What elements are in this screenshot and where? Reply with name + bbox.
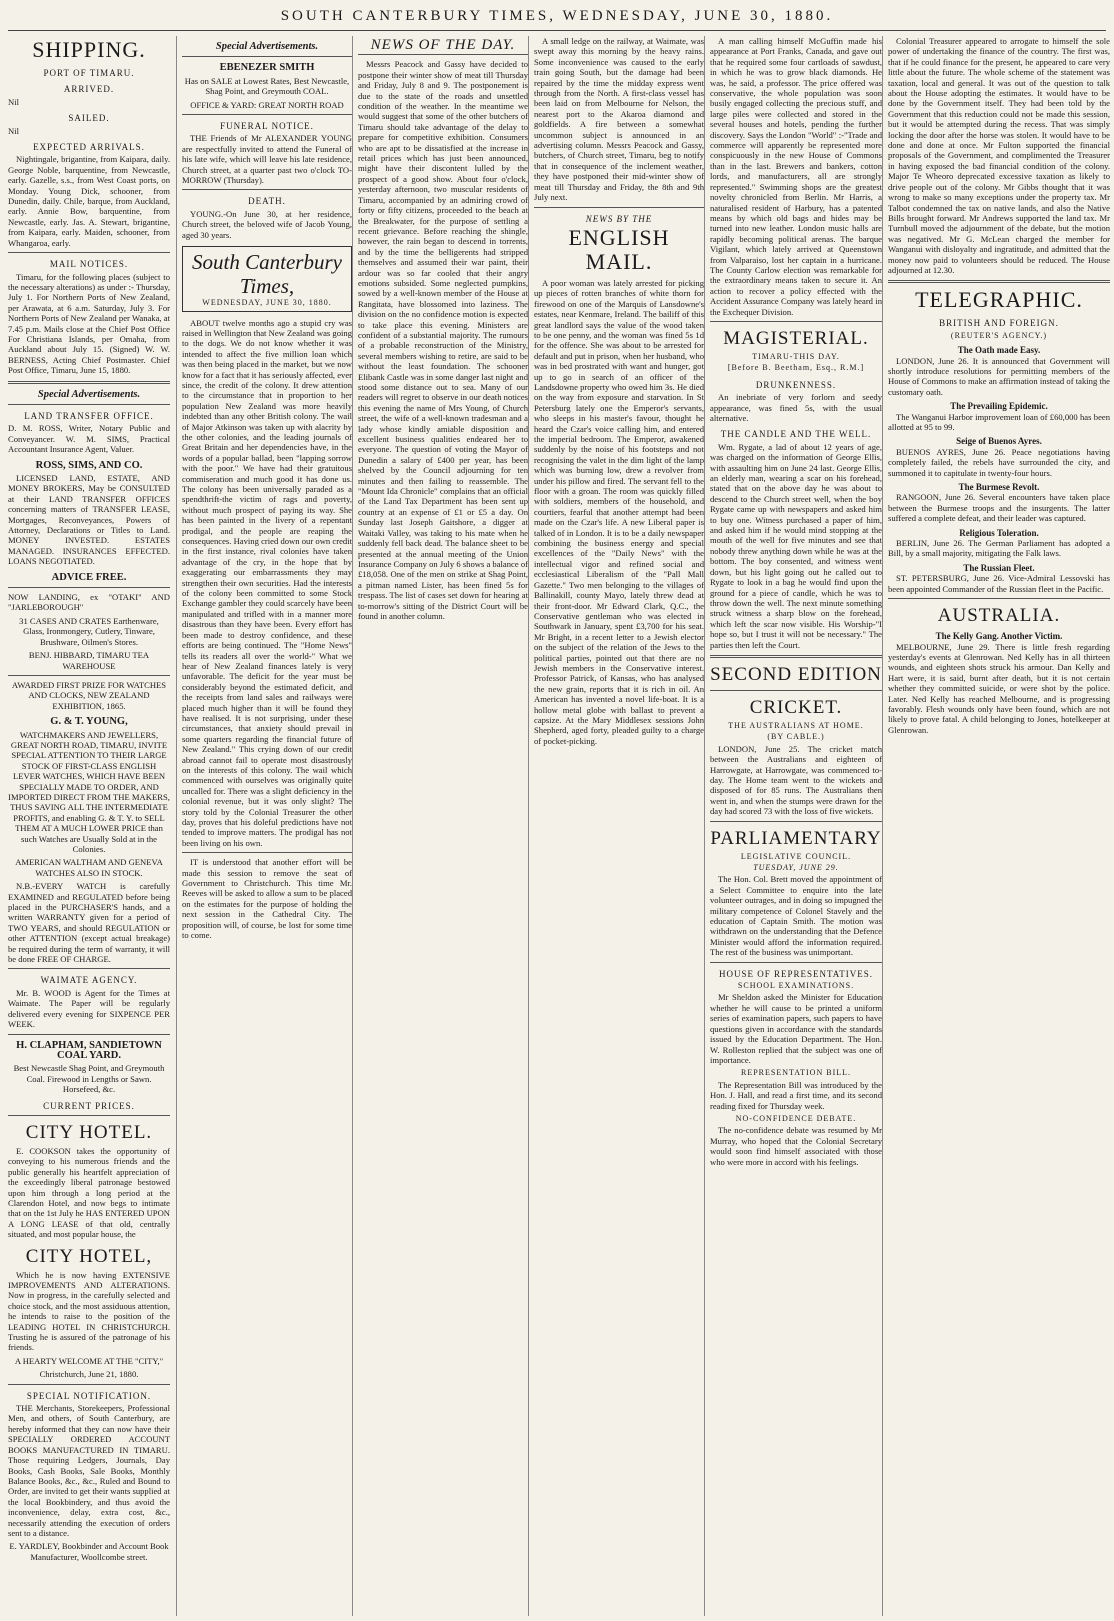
special-notification-body: THE Merchants, Storekeepers, Professional Men, and others, of South Canterbury, are hereby informed that they can now have their SPECIALLY ORDERED ACCOUNT BOOKS MANUFACTURED IN TIMARU. Those requiring Ledgers, Journals, Day Books, Cash Books, Sale Books, Monthly Balance Books, &c., &c., Ruled and Bound to Order, are invited to get their wants supplied at the local Bookbindery, and thus avoid the inconvenience, delay, extra cost, &c., necessarily attending the execution of orders sent to a distance. (8, 1403, 170, 1538)
funeral-notice-body: THE Friends of Mr ALEXANDER YOUNG are respectfully invited to attend the Funeral of his late wife, which will leave his late residence, Church street, at a quarter past two o'clock TO-MORROW (Thursday). (182, 133, 352, 186)
divider (182, 189, 352, 190)
cable-body: BUENOS AYRES, June 26. Peace negotiations having completely failed, the rebels have surrounded the city, and summoned it to capitulate in twenty-four hours. (888, 446, 1110, 478)
hearty-welcome: A HEARTY WELCOME AT THE "CITY," (14, 1355, 164, 1366)
local-paragraphs: A small ledge on the railway, at Waimate, was swept away this morning by the heavy rains. Some inconvenience was caused to the early train going South, but the damage had been repaired by the time the midday express went through from the North. A first-class vessel has been laid on from Melbourne for Nelson, the nearest port to the Akaroa diamond and goldfields. A fire between a somewhat uncommon subject is announced in an advertising column. Messrs Peacock and Gassy, butchers, of Church street, Timaru, beg to notify that in consequence of the inclement weather, they have postponed their mid-winter show of meat till Thursday and Friday, the 8th and 9th July next. (534, 36, 704, 203)
cable-body: The Wanganui Harbor improvement loan of £60,000 has been allotted at 95 to 99. (888, 411, 1110, 432)
column-5-paragraphs: A man calling himself McGuffin made his appearance at Port Franks, Canada, and gave out that he required some four cartloads of sawdust, in which he was to grow black diamonds. He was, he said, a professor. The price offered was conservative, the whole population was soon busily engaged collecting the precious stuff, and large piles were collected and stored in the several houses and hotels, pending the further discovery. Says the London "World" :-"Trade and commerce will apparently be represented more conspicuously in the new House of Commons than in the last. Brewers and bankers, cotton lords, and manufacturers, all are strongly represented." Swimming shops are the greatest novelty chronicled from Berlin. Mr Harris, a naturalised resident of Harbury, has a patented means by which old bags and hides may be turned into new leather. London music halls are rapidly becoming political arenas. The barque Vigilant, which lately arrived at Queenstown from Valparaiso, lost her captain in a hurricane. The County Carlow election was remarkable for the extraordinary means taken to secure it. An action to recover a policy effected with the Accident Assurance Company was lately heard in the Exchequer Division. (710, 36, 882, 317)
masthead-title: South Canterbury Times, (192, 250, 342, 299)
special-ads-heading-2: Special Advertisements. (215, 41, 319, 52)
masthead-date: WEDNESDAY, JUNE 30, 1880. (202, 298, 332, 308)
city-hotel-body: E. COOKSON takes the opportunity of conveying to his numerous friends and the public generally his heartfelt appreciation of the exceedingly liberal patronage bestowed upon him through a long period at the Clarendon Hotel, and now begs to intimate that on the 1st July he HAS ENTERED UPON A LONG LEASE of that old, centrally situated, and most popular house, the (8, 1145, 170, 1240)
divider (8, 587, 170, 588)
news-of-the-day-heading: NEWS OF THE DAY. (370, 37, 516, 53)
divider (534, 207, 704, 208)
drunkenness-heading: DRUNKENNESS. (755, 379, 837, 390)
divider (8, 968, 170, 969)
city-hotel-title: CITY HOTEL. (25, 1121, 153, 1143)
magisterial-before: [Before B. Beetham, Esq., R.M.] (727, 363, 865, 373)
page-running-head: SOUTH CANTERBURY TIMES, WEDNESDAY, JUNE 30, 1880. (280, 8, 834, 24)
cable-heading: The Oath made Easy. (957, 345, 1041, 356)
parliamentary-heading: PARLIAMENTARY (710, 827, 882, 849)
divider (710, 821, 882, 822)
welcome-date: Christchurch, June 21, 1880. (39, 1369, 139, 1380)
cricket-heading: CRICKET. (749, 696, 843, 718)
cricket-body: LONDON, June 25. The cricket match between the Australians and eighteen of Harrowgate, at Harrowgate, was commenced to-day. The Home team went to the wickets and disposed of for 85 runs. The Australians then went in, and when the stumps were drawn for the day had scored 73 with the loss of five wickets. (710, 743, 882, 817)
column-4 (528, 36, 709, 1616)
divider (182, 114, 352, 115)
british-foreign-heading: BRITISH AND FOREIGN. (939, 318, 1059, 329)
cable-heading: Seige of Buenos Ayres. (956, 436, 1042, 447)
divider (8, 404, 170, 405)
drunkenness-body: An inebriate of very forlorn and seedy appearance, was fined 5s, with the usual alternative. (710, 392, 882, 423)
no-confidence-heading: NO-CONFIDENCE DEBATE. (735, 1113, 857, 1123)
divider (888, 598, 1110, 599)
yardley-signature: E. YARDLEY, Bookbinder and Account Book Manufacturer, Woollcombe street. (9, 1541, 169, 1562)
divider (8, 252, 170, 253)
cricket-sub: THE AUSTRALIANS AT HOME. (728, 720, 864, 730)
magisterial-sub: TIMARU-THIS DAY. (752, 351, 840, 361)
land-transfer-heading: LAND TRANSFER OFFICE. (24, 410, 154, 421)
smith-firm: EBENEZER SMITH (219, 62, 315, 74)
divider (8, 1384, 170, 1385)
column-1 (8, 36, 175, 1616)
special-notification-heading: SPECIAL NOTIFICATION. (26, 1390, 152, 1401)
no-confidence-body: The no-confidence debate was resumed by Mr Murray, who hoped that the Colonial Secretary would soon find himself associated with those who were more in accord with his feelings. (710, 1125, 882, 1167)
death-body: YOUNG.-On June 30, at her residence, Church street, the beloved wife of Jacob Young, aged 30 years. (182, 208, 352, 240)
legislative-council-body: The Hon. Col. Brett moved the appointment of a Select Committee to enquire into the late volunteer outrages, and in doing so impugned the military competence of Colonel Stavely and the education of Captain Smith. The motion was withdrawn on the understanding that the Defence Minister would afford the information required. The rest of the business was unimportant. (710, 874, 882, 958)
expected-body: Nightingale, brigantine, from Kaipara, daily. George Noble, barquentine, from Newcastle, early. Gazelle, s.s., from West Coast ports, on Monday. Young Dick, schooner, from Dunedin, daily. Chile, barque, from Auckland, early. Annie Bow, barquentine, from Newcastle, early. Jas. A. Stewart, brigantine, from Kaipara, early. Maiden, schooner, from Whangaroa, early. (8, 154, 170, 248)
magisterial-heading: MAGISTERIAL. (723, 327, 869, 349)
divider (888, 280, 1110, 283)
column-2 (176, 36, 357, 1616)
cable-heading: The Burmese Revolt. (958, 482, 1040, 493)
land-transfer-names: D. M. ROSS, Writer, Notary Public and Conveyancer. W. M. SIMS, Practical Accountant Insurance Agent, Valuer. (8, 423, 170, 455)
funeral-notice-heading: FUNERAL NOTICE. (220, 121, 314, 132)
cable-heading: Religious Toleration. (959, 527, 1039, 538)
school-exams-body: Mr Sheldon asked the Minister for Education whether he will cause to be printed a uniform series of examination papers, such papers to have questions given in accordance with the standards issued by the Education Department. The Hon. W. Rolleston replied that the subject was one of importance. (710, 992, 882, 1065)
clapham-body: Best Newcastle Shag Point, and Greymouth Coal. Firewood in Lengths or Sawn. Horsefeed, &c. (13, 1063, 165, 1095)
mail-notices-body: Timaru, for the following places (subject to the necessary alterations) as under :- Thursday, July 1. For Northern Ports of New Zealand, per Arawata, at 6 a.m. Saturday, July 3. For Northern Ports of New Zealand per Wanaka, at 7.45 p.m. Mails close at the Chief Post Office For Christiana Islands, per Omaha, from Auckland about July 15. (Signed) W. W. BERNESS, Acting Chief Postmaster. Chief Post Office, Timaru, June 15, 1880. (8, 271, 170, 376)
divider (182, 56, 352, 57)
cable-heading: The Russian Fleet. (963, 562, 1035, 573)
city-hotel-body-2: Which he is now having EXTENSIVE IMPROVEMENTS AND ALTERATIONS. Now in progress, in the carefully selected and choice stock, and the most assiduous attention, he intends to raise to the position of the LEADING HOTEL IN CHRISTCHURCH. Trusting he is assured of the patronage of his friends. (8, 1269, 170, 1353)
divider (182, 852, 352, 853)
column-6 (882, 36, 1114, 1616)
cable-body: BERLIN, June 26. The German Parliament has adopted a Bill, by a small majority, mitigating the Falk laws. (888, 538, 1110, 559)
candle-heading: THE CANDLE AND THE WELL. (720, 429, 872, 440)
english-mail-body: A poor woman was lately arrested for picking up pieces of rotten branches of white thorn for firewood on one of the Marquis of Lansdowne's estates, near Kenmare, Ireland. The bailiff of this great landlord says the value of the wood taken to be one penny, and the woman was fined 5s 1d for the offence. She was about to be arrested for default and put in prison, when her husband, who was in bed prostrated with want and hunger, got up to go in search of an officer of the Landsdowne property who owed him 3s. He died on the way from exposure and starvation. In St Petersburg lately one the Emperor's servants, who sleeps in his master's favour, thought he heard the Czar's voice calling him, and entered the imperial bedroom. The Emperor, awakened suddenly by the noise of his footsteps and not recognising the valet in the dim light of the lamp which was burning low, drew a revolver from under his pillow and fired. The servant fell to the floor with a groan. The room was quickly filled with soldiers, members of the household, and courtiers, fearful that another attempt had been made on the Czar's life. A new Liberal paper is talked of in London. It is to be a daily newspaper combining the business energy and special excellences of the "Daily News" with the intellectual vigor and refined social and ecclesiastical Liberalism of the "Pall Mall Gazette." Two men belonging to the villages of Ballinakill, county Mayo, lately threw dead at their front-door. Mr Edward Clark, Q.C., the Conservative gentleman who was elected in Southwark in January, spent £3,700 for his seat. Mr Bright, in a recent letter to a Jewish elector on the subject of the relation of the Jews to the political parties, pointed out that there are no Jewish members in the Conservative interest. Professor Patrick, of Kansas, who has analysed the new grain, reports that it is rich in oil. An American has invented a novel life-boat. It is a hollow metal globe with ballast to prevent a capsize. At the Mary Middlesex sessions John Shepherd, aged forty, pleaded guilty to a charge of pocket-picking. (534, 277, 704, 746)
english-mail-heading: ENGLISH MAIL. (568, 224, 670, 274)
column-3 (352, 36, 533, 1616)
telegraphic-heading: TELEGRAPHIC. (915, 287, 1083, 313)
clapham-firm: H. CLAPHAM, SANDIETOWN COAL YARD. (16, 1039, 162, 1061)
house-of-reps-heading: HOUSE OF REPRESENTATIVES. (718, 968, 874, 979)
divider (8, 1034, 170, 1035)
young-body: WATCHMAKERS AND JEWELLERS, GREAT NORTH ROAD, TIMARU, INVITE SPECIAL ATTENTION TO THEIR LARGE STOCK OF FIRST-CLASS ENGLISH LEVER WATCHES, WHICH HAVE BEEN SPECIALLY MADE TO ORDER, AND IMPORTED DIRECT FROM THE MAKERS, THUS SAVING ALL THE INTERMEDIATE PROFITS, and enabling G. & T. Y. to SELL THEM AT A MUCH LOWER PRICE than such Watches are Usually Sold at in the Colonies. (8, 729, 170, 854)
candle-body: Wm. Rygate, a lad of about 12 years of age, was charged on the information of George Ellis, with assaulting him on June 24 last. George Ellis, an elderly man, wearing a scar on his forehead, stated that on the above day he was about to descend to the Church street well, when the boy Rygate came up with newspapers and asked him to buy one. Witness purchased a paper of him, and asked him if he would mind stopping at the mouth of the well for five minutes and see that nobody threw anything down while he was at the bottom. The boy consented, and witness went down, but his light going out he called out to Rygate to look in a bag he would find upon the ground for a piece of candle, which he was to throw down the well. The next minute something struck witness a sharp blow on the forehead, which left the scar now visible. His Worship-"I hope so, but I trust it will not be necessary." The parties then left the Court. (710, 441, 882, 650)
cable-heading: The Prevailing Epidemic. (950, 401, 1048, 412)
school-exams-heading: SCHOOL EXAMINATIONS. (737, 981, 855, 991)
waimate-agency-heading: WAIMATE AGENCY. (40, 975, 138, 986)
sailed-heading: SAILED. (68, 113, 110, 124)
ross-sims-body: LICENSED LAND, ESTATE, AND MONEY BROKERS, May be CONSULTED at their LAND TRANSFER OFFICES concerning matters of TRANSFER LEASE, Mortgages, Reconveyances, Powers of Attorney, Declarations or Titles to Land. MONEY INVESTED. ESTATES MANAGED. INSURANCES EFFECTED. LOANS NEGOTIATED. (8, 473, 170, 567)
reuters-agency: (REUTER'S AGENCY.) (950, 330, 1048, 340)
leading-article: ABOUT twelve months ago a stupid cry was raised in Wellington that New Zealand was going to the dogs. We do not know whether it was intended to affect the five million loan which was then being placed in the market, but we now know for a fact that it has seriously affected, ever since, the credit of the colony. It drew attention to the circumstance that in proportion to her population New Zealand was more heavily indebted than any other British colony. The wail of Major Atkinson was taken up with alacrity by the other colonies, and the leading journals of Great Britain and her dependencies have, in the words of a popular ballad, been "lapping sorrow with the poor." We have had their gratuitous commiseration and much good it has done us. The colony has been universally paraded as a spendthrift-the victim of rags and poverty, without much prospect of paying its way. She has been painted in the livery of a repentant prodigal, and the people are reaping the consequences. Having cried down our own credit in the first instance, rival colonies have taken advantage of the cry, in the hope that by exaggerating our embarrassments they may strengthen their own securities. Had the interests of the colony been committed to some Stock Exchange gambler they could scarcely have been manipulated and trifled with in a manner more disastrous than they have been. Every effort has been made to destroy confidence, and these efforts are being continued. The "Home News" tells its readers all over the world-" What we hear of New Zealand finances lately is very unfavorable. The deficit for the year must be considerably beyond the estimated deficit, and the receipts from land sales and railways were placed much higher than it will be found they have realised. It is not surprising, under these circumstances, that anxiety should prevail in some quarters regarding the financial future of New Zealand." This crying down of our credit abroad cannot fail to operate most disastrously on the interests of this colony. The wail which commenced with ourselves was originally quite uncalled for. There was a slight deficiency in the colonial revenue, but it was only slight? The story told by the Colonial Treasurer the other day, proves that his doleful predictions have not tended to improve matters. The prodigal has not been living on his own. (182, 317, 352, 848)
divider (8, 1115, 170, 1116)
divider (710, 655, 882, 658)
arrived-body: Nil (8, 96, 19, 107)
representation-bill-heading: REPRESENTATION BILL. (740, 1068, 852, 1078)
port-title: PORT OF TIMARU. (43, 68, 135, 78)
divider (710, 962, 882, 963)
news-of-the-day-body: Messrs Peacock and Gassy have decided to postpone their winter show of meat till Thursday and Friday, July 8 and 9. The postponement is due to the state of the roads and unsettled condition of the weather. In the meantime we would suggest that some of the other butchers of Timaru should take advantage of the delay to prepare for competitive exhibition. Consumers who are apt to be dissatisfied at the increase in retail prices which has just been announced, might have their discontent lulled by the prospect of a good show. About four o'clock, yesterday afternoon, two muscular residents of Timaru, accompanied by an admiring crowd of forty or fifty citizens, proceeded to the beach at the Breakwater, for the purpose of settling a recent grievance. Before reaching the shingle, however, the rain began to descend in torrents, and by the time the belligerents had stripped themselves and assumed their war paint, their ardour was so far cooled that their angry emotions subsided. Some neglected pumpkins, sowed by a well-known member of the House at Rangitata, have blossomed into laziness. The division on the no confidence motion is expected to take place this evening. Ministers are confident of a substantial majority. The rumours of a probable reconstruction of the Ministry, several members wishing to retire, are said to be without the least foundation. The schooner Elibank Castle was in some danger last night and stood some distance out to sea. Many of our readers will regret to observe in our death notices this evening the name of Mrs Young, of Church street, the wife of a well-known tradesman and a lady whose kindly amiable disposition and excellent business qualities endeared her to everyone. The question of voting the Mayor of Dunedin a salary of £400 per year, has been shelved by the Council adjourning for ten minutes and then failing to reassemble. The "Mount Ida Chronicle" complains that an official of the Land Tax Department has been sent up country at an expense of £1 or £5 a day. On Sunday last Joseph Gaitshore, a digger at Waitaki Valley, was taking to his mate when he suddenly fell back dead. The balance sheet to be presented at the annual meeting of the Union Insurance Company on July 6 shows a balance of £18,058. One of the men on strike at Shag Point, a pitman named Lister, has been fined 5s for trespass. The list of cases set down for hearing at to-morrow's sitting of the District Court will be found in another column. (358, 59, 528, 621)
divider (8, 381, 170, 384)
australia-heading: AUSTRALIA. (937, 605, 1061, 627)
advice-free: ADVICE FREE. (51, 571, 127, 583)
hibbard-signature: BENJ. HIBBARD, TIMARU TEA WAREHOUSE (28, 650, 150, 671)
divider (8, 675, 170, 676)
death-heading: DEATH. (248, 196, 286, 207)
arrived-heading: ARRIVED. (63, 84, 115, 95)
cable-body: ST. PETERSBURG, June 26. Vice-Admiral Lessovski has been appointed Commander of the Russian fleet in the Pacific. (888, 573, 1110, 594)
legislative-council-heading: LEGISLATIVE COUNCIL. (740, 851, 852, 861)
seat-of-government-article: IT is understood that another effort will be made this session to remove the seat of Government to Christchurch. This time Mr. Reeves will be asked to allow a sum to be placed on the estimates for the purpose of holding the next session in the Cathedral City. The proposition will, of course, be lost for some time to come. (182, 857, 352, 941)
cable-body: RANGOON, June 26. Several encounters have taken place between the Burmese troops and the insurgents. The latter suffered a complete defeat, and their leader was captured. (888, 492, 1110, 524)
cable-body: LONDON, June 26. It is announced that Government will shortly introduce resolutions for permitting members of the House of Commons to make an affirmation instead of taking the customary oath. (888, 355, 1110, 397)
waimate-agency-body: Mr. B. WOOD is Agent for the Times at Waimate. The Paper will be regularly delivered every evening for SIXPENCE PER WEEK. (8, 987, 170, 1030)
city-hotel-title-2: CITY HOTEL, (25, 1245, 153, 1267)
smith-body: Has on SALE at Lowest Rates, Best Newcastle, Shag Point, and Greymouth COAL. (184, 75, 350, 97)
header-rule (8, 30, 1106, 31)
sailed-body: Nil (8, 125, 19, 136)
now-landing-heading: NOW LANDING, ex "OTAKI" AND "JARLEBOROUGH" (8, 592, 170, 613)
smith-address: OFFICE & YARD: GREAT NORTH ROAD (190, 99, 344, 110)
divider (358, 54, 528, 55)
now-landing-body: 31 CASES AND CRATES Earthenware, Glass, Ironmongery, Cutlery, Tinware, Brushware, Oilmen's Stores. (19, 615, 159, 647)
cable-heading: The Kelly Gang. Another Victim. (935, 631, 1063, 642)
young-firm: G. & T. YOUNG, (50, 716, 128, 728)
shipping-title: SHIPPING. (32, 37, 146, 62)
legislative-council-date: TUESDAY, JUNE 29. (753, 863, 839, 872)
current-prices: CURRENT PRICES. (43, 1100, 135, 1111)
waltham-body: N.B.-EVERY WATCH is carefully EXAMINED and REGULATED before being placed in the PURCHASER'S hands, and a written WARRANTY given for a period of TWO YEARS, and should REGULATION or other ATTENTION (except actual breakage) be required during the term of warranty, it will be done FREE OF CHARGE. (8, 881, 170, 965)
waltham-heading: AMERICAN WALTHAM AND GENEVA WATCHES ALSO IN STOCK. (15, 857, 163, 878)
mail-notices-heading: MAIL NOTICES. (49, 259, 129, 270)
representation-bill-body: The Representation Bill was introduced by the Hon. J. Hall, and read a first time, and its second reading fixed for Thursday week. (710, 1079, 882, 1111)
column-5 (704, 36, 887, 1616)
expected-heading: EXPECTED ARRIVALS. (33, 142, 145, 153)
cable-body: MELBOURNE, June 29. There is little fresh regarding yesterday's events at Glenrowan. Ned Kelly has in all thirteen wounds, and eighteen shots struck his armour. Dan Kelly and Hart were, it is said, burnt after death, but it is not certain whether they committed suicide, or were shot by the police. Later. Ned Kelly has reached Melbourne, and is progressing favorably. Flesh wounds only have been found, which are not likely to prove fatal. A child belonging to Jones, hotelkeeper at Glenrowan. (888, 641, 1110, 735)
cable-list (888, 345, 1110, 735)
award-heading: AWARDED FIRST PRIZE FOR WATCHES AND CLOCKS, NEW ZEALAND EXHIBITION, 1865. (11, 679, 167, 711)
ross-sims-firm: ROSS, SIMS, AND CO. (35, 459, 143, 471)
cricket-by-cable: (BY CABLE.) (767, 732, 825, 742)
special-ads-heading: Special Advertisements. (37, 388, 141, 400)
second-edition-heading: SECOND EDITION (710, 663, 882, 685)
debate-continuation: Colonial Treasurer appeared to arrogate to himself the sole power of undertaking the finance of the country. The first was, that if he could finance for the present, he appeared to care very little about the future. The whole scheme of the statement was taxation, local and general. It was out of the question to talk about the House adopting the estimates. It would have to be done by the Government itself. They had been told by the Government that this reduction could not be made this session, but it would be attempted during the recess. That was simply locking the door after the horse was stolen. It would have to be done and done at once. Mr Fulton supported the financial proposals of the Government, and complimented the Treasurer in having exposed the bad financial condition of the colony. Major Te Wheoro deprecated excessive taxation as likely to drive people out of the colony. Mr Gibbs thought that it was wrong to make so many exceptions under the property tax. Mr Talbot condemned the tax on native lands, and also the Native Bills brought forward. Mr Andrews supported the land tax. Mr Turnbull moved the adjournment of the debate, but the motion was negatived. Mr G. McLean charged the member for Wanganui with disloyalty and ingratitude, and admitted that the money now paid to volunteers should be reduced. The House adjourned at 12.30. (888, 36, 1110, 275)
newspaper-masthead (182, 246, 352, 311)
news-by-the-heading: NEWS BY THE (585, 213, 653, 224)
divider (710, 321, 882, 322)
divider (710, 690, 882, 691)
